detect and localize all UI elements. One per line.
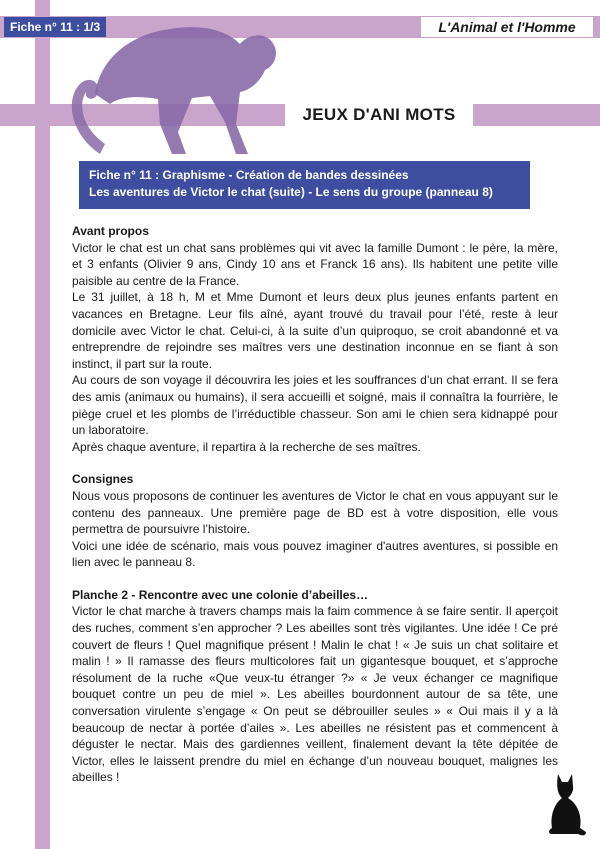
consignes-paragraph-2: Voici une idée de scénario, mais vous pouvez imaginer d'autres aventures, si possible en lien avec le panneau 8.	[72, 538, 558, 570]
avant-propos-paragraph-3: Au cours de son voyage il découvrira les joies et les souffrances d’un chat errant. Il se fera des amis (animaux ou humains), il sera accueilli et soigné, mais il connaîtra la fourrière, le piège cruel et les plombs de l’irréductible chasseur. Son ami le chien sera kidnappé pour un laboratoire.	[72, 373, 558, 438]
subtitle-line-1: Fiche n° 11 : Graphisme - Création de bandes dessinées	[89, 168, 409, 182]
planche-heading: Planche 2 - Rencontre avec une colonie d’abeilles…	[72, 587, 369, 602]
consignes-paragraph-1: Nous vous proposons de continuer les aventures de Victor le chat en vous appuyant sur le contenu des panneaux. Une première page de BD est à votre disposition, elle vous permettra de poursuivre l’histoire.	[72, 488, 558, 537]
avant-propos-paragraph-2: Le 31 juillet, à 18 h, M et Mme Dumont et leurs deux plus jeunes enfants partent en vacances en Bretagne. Leur fils aîné, ayant trouvé du travail pour l’été, reste à leur domicile avec Victor le chat. Celui-ci, à la suite d’un quiproquo, se croit abandonné et va entreprendre de rejoindre ses maîtres vers une destination inconnue en se fiant à son instinct, il part sur la route.	[72, 290, 558, 371]
monkey-illustration	[60, 4, 290, 164]
series-title: L'Animal et l'Homme	[421, 17, 593, 37]
main-content	[72, 223, 558, 786]
avant-propos-paragraph-4: Après chaque aventure, il repartira à la recherche de ses maîtres.	[72, 439, 421, 454]
consignes-heading: Consignes	[72, 472, 134, 487]
main-title: JEUX D'ANI MOTS	[285, 104, 473, 126]
planche-paragraph: Victor le chat marche à travers champs mais la faim commence à se faire sentir. Il aperçoit des ruches, comment s’en approcher ? Les abeilles sont très vigilantes. Une idée ! Ce pré couvert de fleurs ! Quel magnifique présent ! Malin le chat ! « Je suis un chat solitaire et malin ! » Il ramasse des fleurs multicolores fait un gigantesque bouquet, et s’approche résolument de la ruche «Que veux-tu étranger ?» « Je veux échanger ce magnifique bouquet contre un peu de miel ». Les abeilles bourdonnent autour de sa tête, une conversation virulente s’engage « On peut se débrouiller seules » « Oui mais il y a là beaucoup de nectar à portée d’ailes ». Les abeilles ne résistent pas et commencent à déguster le nectar. Mais des gardiennes veillent, finalement devant la tête dépitée de Victor, elles le laissent prendre du miel en échange d’un nouveau bouquet, malignes les abeilles !	[72, 604, 558, 785]
black-cat-silhouette	[544, 770, 588, 836]
avant-propos-heading: Avant propos	[72, 224, 149, 238]
subtitle-line-2: Les aventures de Victor le chat (suite) - Le sens du groupe (panneau 8)	[89, 185, 493, 199]
fiche-number-label: Fiche n° 11 : 1/3	[4, 17, 106, 37]
avant-propos-paragraph-1: Victor le chat est un chat sans problèmes qui vit avec la famille Dumont : le père, la mère, et 3 enfants (Olivier 9 ans, Cindy 10 ans et Franck 16 ans). Ils habitent une petite ville paisible au centre de la France.	[72, 240, 558, 288]
subtitle-box	[79, 161, 530, 209]
vertical-decorative-bar	[35, 0, 50, 849]
